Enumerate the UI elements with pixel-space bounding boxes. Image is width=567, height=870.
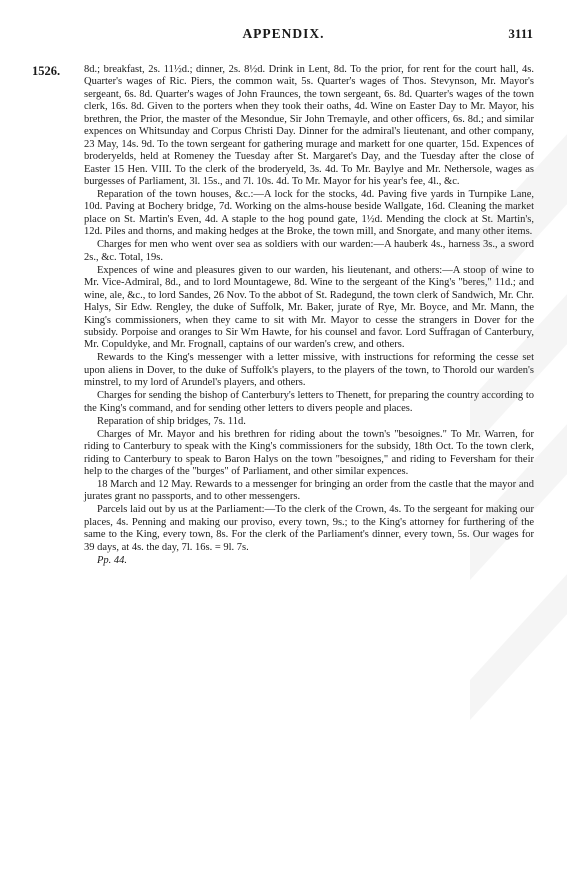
page-number: 3111: [508, 26, 533, 41]
running-title: APPENDIX.: [242, 26, 325, 41]
paragraph: Charges of Mr. Mayor and his brethren for riding about the town's "besoignes." To Mr. Warren, for riding to Canterbury to speak with the King's commissioners for the subsidy, 18th Oct. To the town clerk, riding to Canterbury to speak to Baron Halys on the town "besoignes," and riding to Feversham for their help to the charges of the "burges" of Parliament, and other similar expences.: [84, 428, 534, 477]
body-text: [84, 64, 534, 568]
page-header: [0, 26, 567, 46]
paragraph: Rewards to the King's messenger with a letter missive, with instructions for reforming the cesse set upon aliens in Dover, to the duke of Suffolk's players, to the players of the town, to Thorold our warden's minstrel, to my lord of Arundel's players, and others.: [84, 352, 534, 389]
paragraph: Charges for men who went over sea as soldiers with our warden:—A hauberk 4s., harness 3s., a sword 2s., &c. Total, 19s.: [84, 239, 534, 263]
paragraph: Parcels laid out by us at the Parliament:—To the clerk of the Crown, 4s. To the sergeant for making our places, 4s. Penning and making our proviso, every town, 9s.; to the King's attorney for furthering of the same to the King, every town, 8s. For the clerk of the Parliament's dinner, every town, 5s. Our wages for 39 days, at 4s. the day, 7l. 16s. = 9l. 7s.: [84, 504, 534, 553]
paragraph: Reparation of ship bridges, 7s. 11d.: [97, 415, 246, 427]
paragraph: 18 March and 12 May. Rewards to a messenger for bringing an order from the castle that the mayor and jurates grant no passports, and to other messengers.: [84, 478, 534, 503]
page-reference: Pp. 44.: [97, 554, 128, 566]
paragraph: 8d.; breakfast, 2s. 11½d.; dinner, 2s. 8½d. Drink in Lent, 8d. To the prior, for rent for the court hall, 4s. Quarter's wages of Ric. Piers, the common wait, 5s. Quarter's wages of Thos. Stevynson, Mr. Mayor's sergeant, 6s. 8d. Quarter's wages of John Fraunces, the town sergeant, 6s. 8d. Quarter's wages of the town clerk, 16s. 8d. Given to the porters when they took their oaths, 4d. Wine on Easter Day to Mr. Mayor, his brethren, the Prior, the master of the Mesondue, Sir John Tremayle, and other officers, 6s. 8d.; and similar expences on Whitsunday and Corpus Christi Day. Dinner for the admiral's lieutenant, and other company, 23 May, 14s. 9d. To the town sergeant for gathering murage and markett for one quarter, 15d. Expences of broderyelds, held at Romeney the Tuesday after St. Margaret's Day, and the Tuesday after the close of Easter 15 Hen. VIII. To the clerk of the broderyeld, 3s. 4d. To Mr. Baylye and Mr. Nethersole, wages as burgesses of Parliament, 3l. 15s., and 7l. 10s. 4d. To Mr. Mayor for his year's fee, 4l., &c.: [84, 64, 534, 188]
paragraph: Charges for sending the bishop of Canterbury's letters to Thenett, for preparing the country according to the King's command, and for sending other letters to divers people and places.: [84, 390, 534, 414]
paragraph: Reparation of the town houses, &c.:—A lock for the stocks, 4d. Paving five yards in Turnpike Lane, 10d. Paving at Bochery bridge, 7d. Working on the alms-house beside Wallgate, 16d. Cleaning the market place on St. Martin's Even, 4d. A staple to the hog pound gate, 1½d. Mending the clock at St. Martin's, 12d. Piles and thorns, and making hedges at the Broke, the town mill, and Snorgate, and many other items.: [84, 189, 534, 238]
paragraph: Expences of wine and pleasures given to our warden, his lieutenant, and others:—A stoop of wine to Mr. Vice-Admiral, 8d., and to lord Mountagewe, 8d. Wine to the sergeant of the King's "beres," 11d.; and wine, ale, &c., to lord Sandes, 26 Nov. To the abbot of St. Radegund, the town clerk of Sandwich, Mr. Chr. Halys, Sir Edw. Rengley, the duke of Suffolk, Mr. Baker, jurate of Rye, Mr. Boyce, and Mr. Mann, the King's commissioners, when they came to sit with Mr. Mayor to cesse the strangers in Dover for the subsidy. Porpoise and oranges to Sir Wm Hawte, for his counsel and favor. Lord Suffragan of Canterbury, Mr. Copuldyke, and Mr. Frognall, captains of our warden's crew, and others.: [84, 264, 534, 351]
year-marginal-note: 1526.: [32, 64, 61, 78]
